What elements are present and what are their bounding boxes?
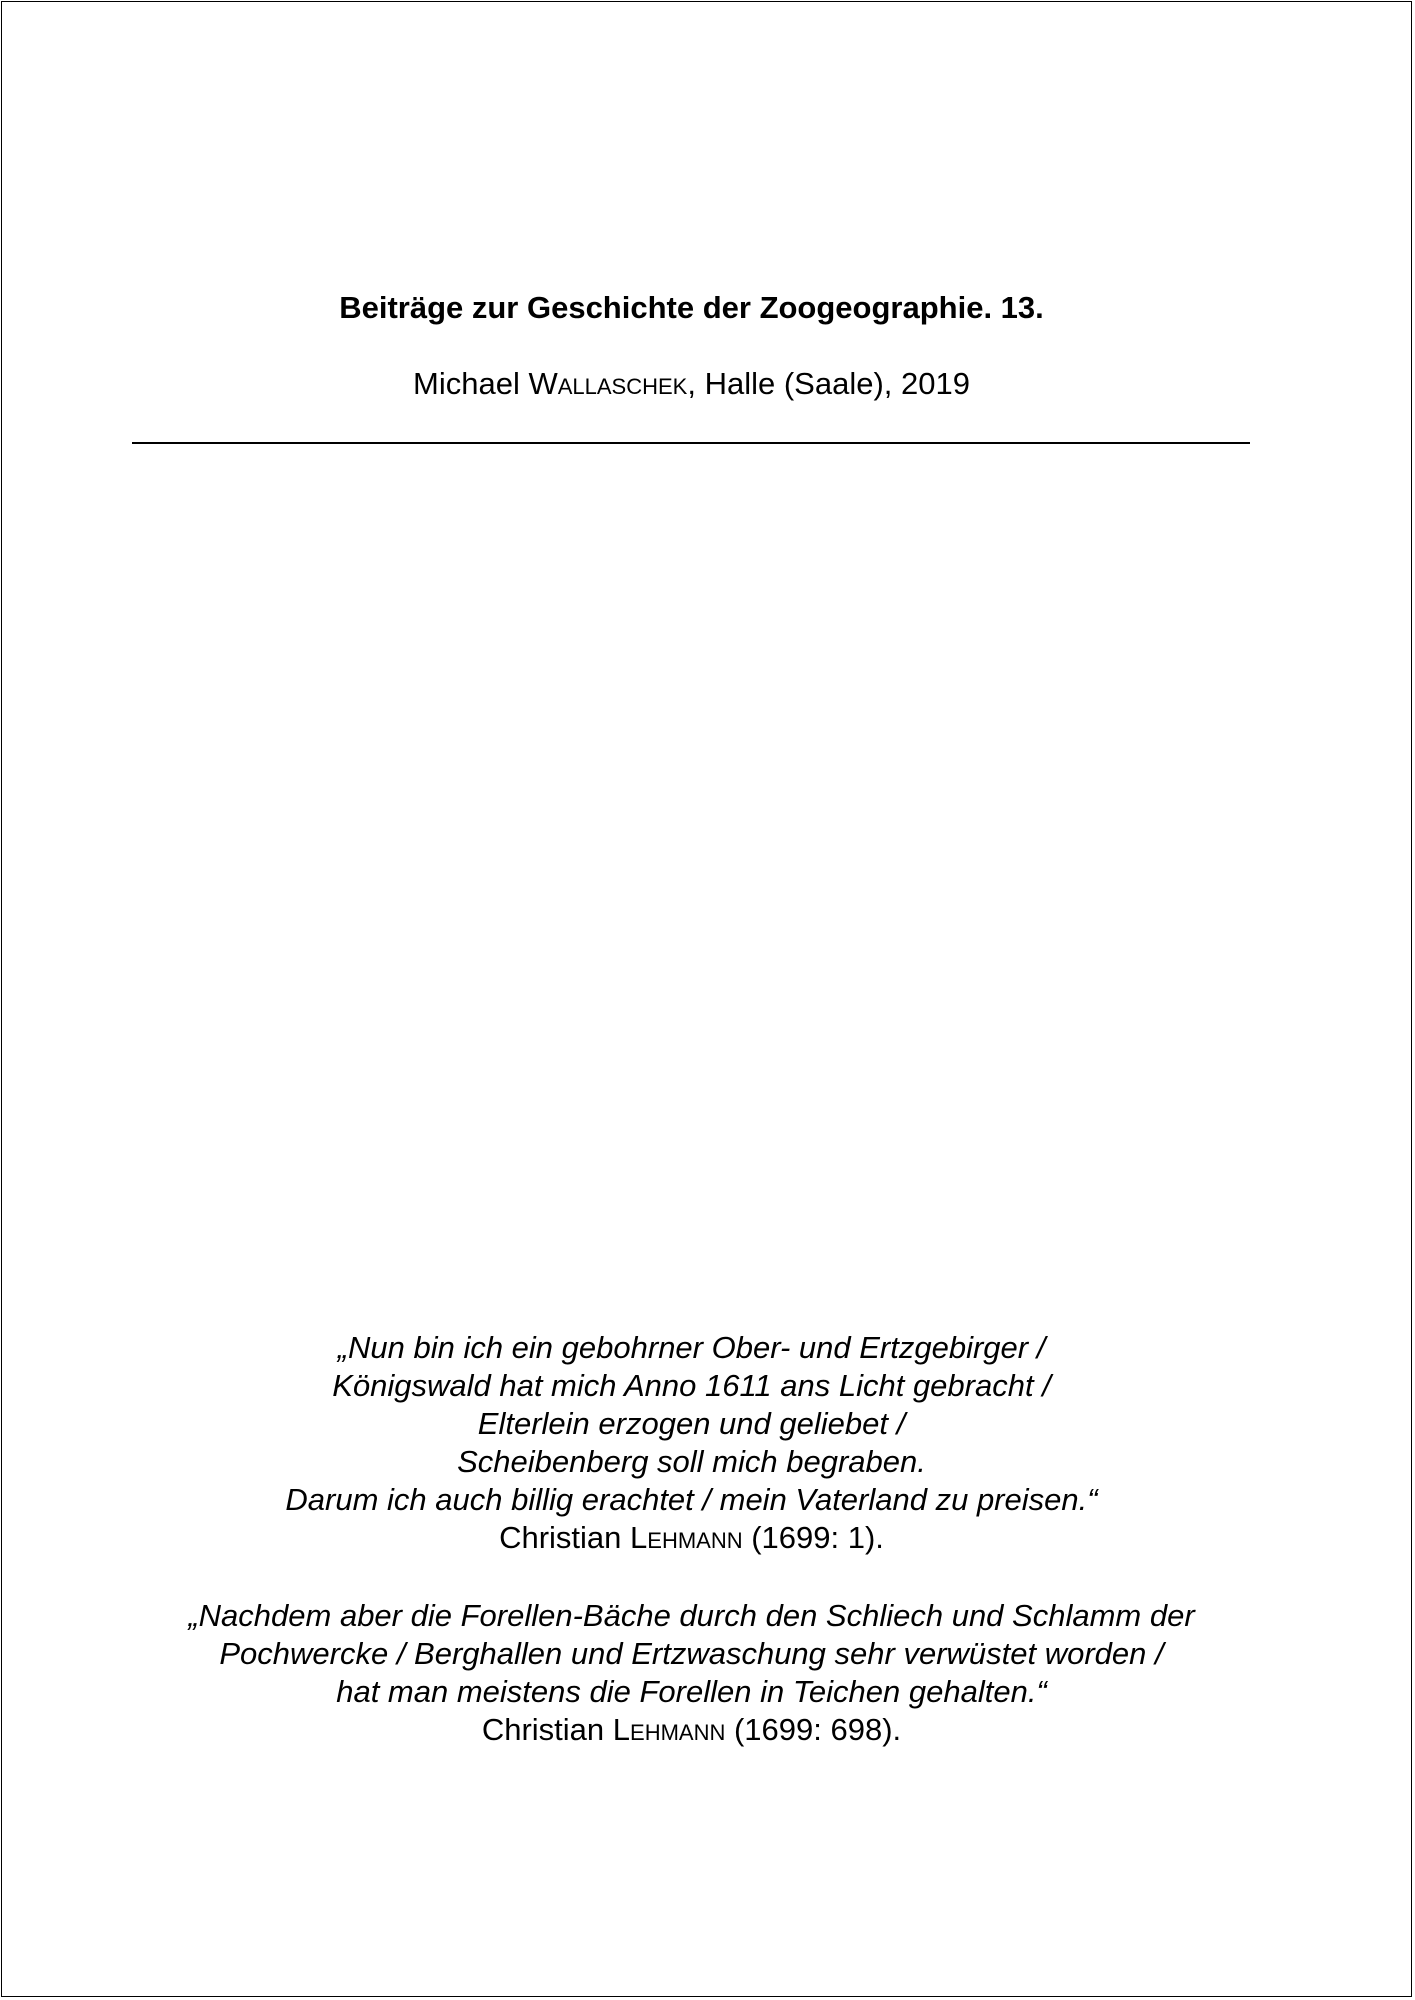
- quote-line: Elterlein erzogen und geliebet /: [477, 1406, 906, 1441]
- attribution-citation: (1699: 1).: [742, 1520, 884, 1555]
- epigraph-quote-1: [0, 1329, 1383, 1557]
- author-surname-rest: allaschek: [557, 366, 688, 401]
- author-first-name: Michael: [413, 366, 529, 401]
- attribution-surname-initial: L: [630, 1520, 648, 1555]
- attribution-first-name: Christian: [499, 1520, 631, 1555]
- quote-line: Darum ich auch billig erachtet / mein Vaterland zu preisen.“: [285, 1482, 1098, 1517]
- quote-line: hat man meistens die Forellen in Teichen gehalten.“: [336, 1674, 1047, 1709]
- quote-line: Königswald hat mich Anno 1611 ans Licht gebracht /: [332, 1368, 1051, 1403]
- attribution-citation: (1699: 698).: [725, 1712, 902, 1747]
- title-divider: [132, 442, 1250, 444]
- attribution-first-name: Christian: [481, 1712, 613, 1747]
- author-line: [0, 364, 1383, 404]
- author-place-year: , Halle (Saale), 2019: [687, 366, 970, 401]
- page-title: Beiträge zur Geschichte der Zoogeographie. 13.: [339, 290, 1044, 325]
- quote-line: Scheibenberg soll mich begraben.: [457, 1444, 926, 1479]
- quote-line: „Nun bin ich ein gebohrner Ober- und Ertzgebirger /: [337, 1330, 1046, 1365]
- quote-attribution: [0, 1711, 1383, 1749]
- epigraph-quote-2: [0, 1597, 1383, 1749]
- attribution-surname-rest: ehmann: [647, 1520, 743, 1555]
- attribution-surname-initial: L: [612, 1712, 631, 1747]
- author-surname-initial: W: [528, 366, 558, 401]
- quote-attribution: [0, 1519, 1383, 1557]
- quote-line: „Nachdem aber die Forellen-Bäche durch den Schliech und Schlamm der: [188, 1598, 1195, 1633]
- quote-line: Pochwercke / Berghallen und Ertzwaschung sehr verwüstet worden /: [219, 1636, 1164, 1671]
- attribution-surname-rest: ehmann: [630, 1712, 726, 1747]
